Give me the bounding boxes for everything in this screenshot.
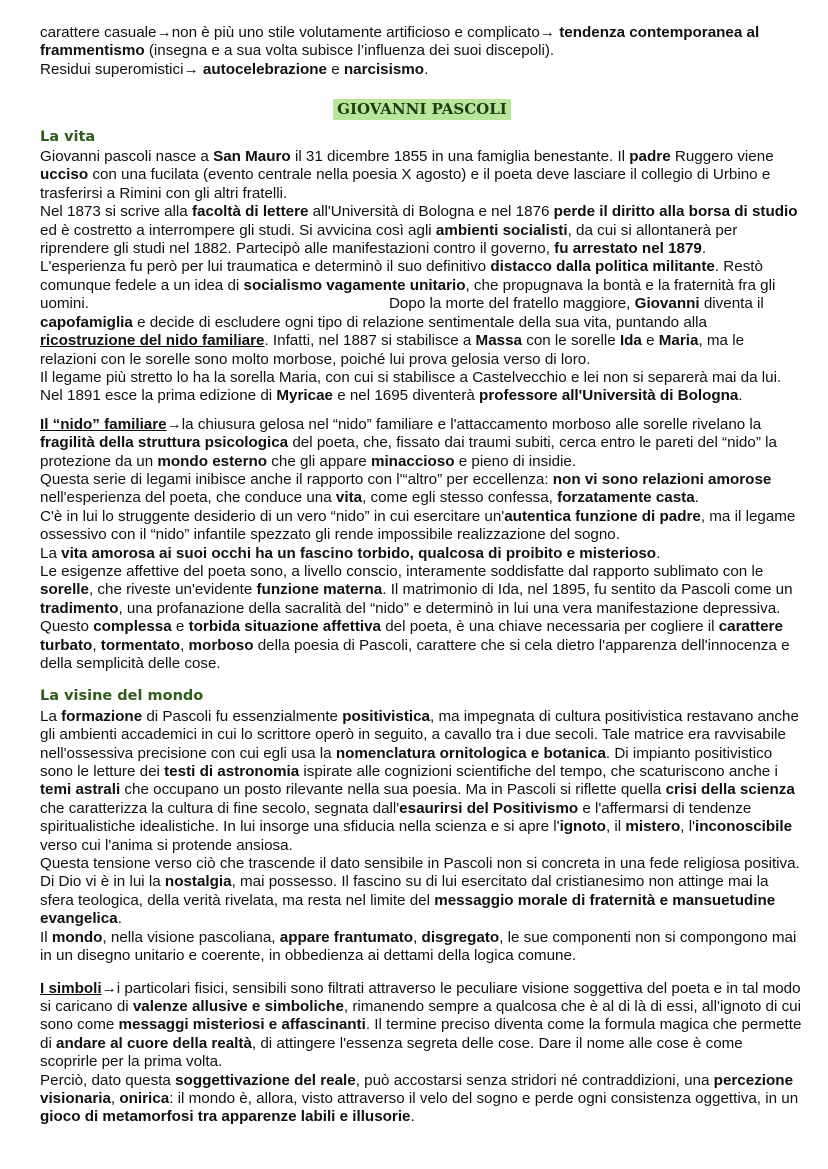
vita-paragraph-4: Il legame più stretto lo ha la sorella Maria, con cui si stabilisce a Castelvecchio e lei non si separerà mai da lui. Nel 1891 esce la prima edizione di Myricae e nel 1695 diventerà professore all'Università di Bologna. bbox=[40, 368, 782, 405]
nido-paragraph-4: La vita amorosa ai suoi occhi ha un fascino torbido, qualcosa di proibito e misterioso. bbox=[40, 544, 661, 562]
intro-paragraph: carattere casuale→non è più uno stile volutamente artificioso e complicato→ tendenza contemporanea al frammentismo (insegna e a sua volta subisce l’influenza dei suoi discepoli). Residui superomistici→ autocelebrazione e narcisismo. bbox=[40, 24, 760, 78]
visione-paragraph-3: Il mondo, nella visione pascoliana, appare frantumato, disgregato, le sue componenti non si compongono mai in un disegno unitario e coerente, in obbedienza ai dettami della logica comune. bbox=[40, 928, 797, 965]
document-page bbox=[40, 24, 804, 1127]
nido-heading: Il “nido” familiare bbox=[40, 415, 167, 433]
vita-paragraph-1: Giovanni pascoli nasce a San Mauro il 31 dicembre 1855 in una famiglia benestante. Il padre Ruggero viene ucciso con una fucilata (evento centrale nella poesia X agosto) e il poeta deve lasciare il collegio di Urbino e trasferirsi a Rimini con gli altri fratelli. bbox=[40, 148, 774, 202]
vita-paragraph-3: L'esperienza fu però per lui traumatica e determinò il suo definitivo distacco dalla politica militante. Restò comunque fedele a un idea di socialismo vagamente unitario, che propugnava la bontà e la fraternità fra gli uomini. Dopo la morte del fratello maggiore, Giovanni diventa il capofamiglia e decide di escludere ogni tipo di relazione sentimentale della sua vita, puntando alla ricostruzione del nido familiare. Infatti, nel 1887 si stabilisce a Massa con le sorelle Ida e Maria, ma le relazioni con le sorelle sono molto morbose, poiché lui prova gelosia verso di loro. bbox=[40, 258, 776, 368]
nido-paragraph-6: Questo complessa e torbida situazione affettiva del poeta, è una chiave necessaria per cogliere il carattere turbato, tormentato, morboso della poesia di Pascoli, carattere che si cela dietro l'apparenza dell'innocenza e della semplicità delle cose. bbox=[40, 618, 790, 672]
simboli-heading: I simboli bbox=[40, 979, 102, 997]
nido-paragraph-3: C'è in lui lo struggente desiderio di un vero “nido” in cui esercitare un'autentica funzione di padre, ma il legame ossessivo con il “nido” infantile spezzato gli rende impossibile realizzazione del sogno. bbox=[40, 507, 796, 544]
nido-paragraph-5: Le esigenze affettive del poeta sono, a livello conscio, interamente soddisfatte dal rapporto sublimato con le sorelle, che riveste un'evidente funzione materna. Il matrimonio di Ida, nel 1895, fu sentito da Pascoli come un tradimento, una profanazione della sacralità del “nido” e determinò in lui una vera manifestazione depressiva. bbox=[40, 562, 793, 617]
section-heading-visione: La visine del mondo bbox=[40, 688, 204, 705]
section-heading-vita: La vita bbox=[40, 128, 96, 145]
nido-paragraph-2: Questa serie di legami inibisce anche il rapporto con l'“altro” per eccellenza: non vi sono relazioni amorose nell'esperienza del poeta, che conduce una vita, come egli stesso confessa, forzatamente casta. bbox=[40, 470, 772, 507]
visione-paragraph-1: La formazione di Pascoli fu essenzialmente positivistica, ma impegnata di cultura positivistica restavano anche gli ambienti accademici in cui lo scrittore operò in seguito, a cavallo tra i due secoli. Tale matrice era ravvisabile nell'ossessiva precisione con cui egli usa la nomenclatura ornitologica e botanica. Di impianto positivistico sono le letture dei testi di astronomia ispirate alle cognizioni scientifiche del tempo, che scaturiscono anche i temi astrali che occupano un posto rilevante nella sua poesia. Ma in Pascoli si riflette quella crisi della scienza che caratterizza la cultura di fine secolo, segnata dall'esaurirsi del Positivismo e l'affermarsi di tendenze spiritualistiche idealistiche. In lui insorge una sfiducia nella scienza e si apre l'ignoto, il mistero, l'inconoscibile verso cui l'anima si protende ansiosa. bbox=[40, 707, 799, 854]
simboli-paragraph-1: I simboli→i particolari fisici, sensibili sono filtrati attraverso le peculiare visione soggettiva del poeta e in tal modo si caricano di valenze allusive e simboliche, rimanendo sempre a qualcosa che è al di là di essi, all'ignoto di cui sono come messaggi misteriosi e affascinanti. Il termine preciso diventa come la formula magica che permette di andare al cuore della realtà, di attingere l'essenza segreta delle cose. Dare il nome alle cose è come scoprirle per la prima volta. bbox=[40, 979, 802, 1071]
visione-paragraph-2: Questa tensione verso ciò che trascende il dato sensibile in Pascoli non si concreta in una fede religiosa positiva. Di Dio vi è in lui la nostalgia, mai possesso. Il fascino su di lui esercitato dal cristianesimo non attinge mai la sfera teologica, della verità rivelata, ma resta nel limite del messaggio morale di fraternità e mansuetudine evangelica. bbox=[40, 855, 800, 928]
simboli-paragraph-2: Perciò, dato questa soggettivazione del reale, può accostarsi senza stridori né contraddizioni, una percezione visionaria, onirica: il mondo è, allora, visto attraverso il velo del sogno e perde ogni consistenza oggettiva, in un gioco di metamorfosi tra apparenze labili e illusorie. bbox=[40, 1071, 799, 1126]
page-title: GIOVANNI PASCOLI bbox=[333, 99, 511, 119]
vita-paragraph-2: Nel 1873 si scrive alla facoltà di lettere all'Università di Bologna e nel 1876 perde il diritto alla borsa di studio ed è costretto a interrompere gli studi. Si avvicina così agli ambienti socialisti, da cui si allontanerà per riprendere gli studi nel 1882. Partecipò alle manifestazioni contro il governo, fu arrestato nel 1879. bbox=[40, 203, 798, 258]
nido-paragraph-1: Il “nido” familiare→la chiusura gelosa nel “nido” familiare e l'attaccamento morboso alle sorelle rivelano la fragilità della struttura psicologica del poeta, che, fissato dai traumi subiti, cerca entro le pareti del “nido” la protezione da un mondo esterno che gli appare minaccioso e pieno di insidie. bbox=[40, 415, 777, 470]
